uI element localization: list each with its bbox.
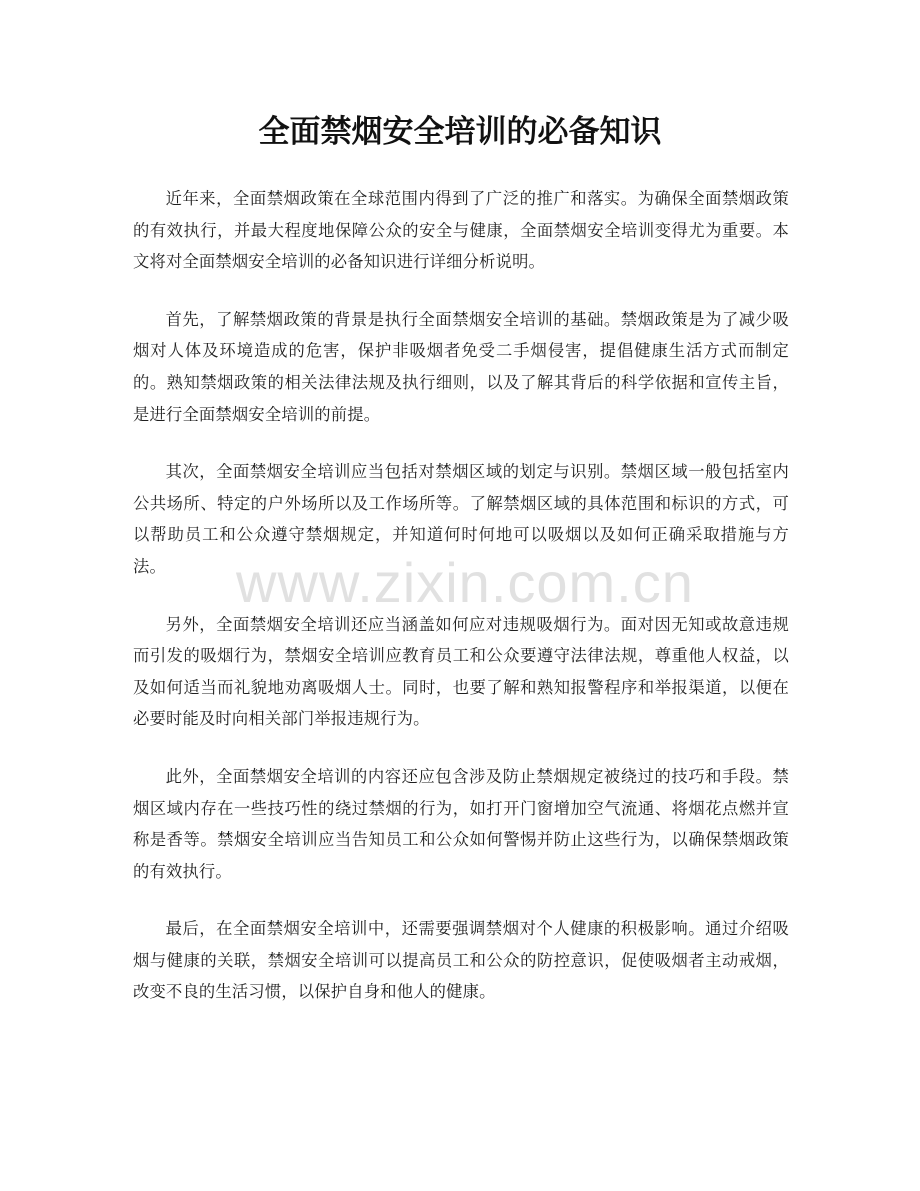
document-title: 全面禁烟安全培训的必备知识 <box>258 114 662 150</box>
document-body <box>133 183 789 1034</box>
watermark-text: www.zixin.com.cn <box>236 551 694 614</box>
paragraph-4: 另外，全面禁烟安全培训还应当涵盖如何应对违规吸烟行为。面对因无知或故意违规而引发的吸烟行为，禁烟安全培训应教育员工和公众要遵守法律法规，尊重他人权益，以及如何适当而礼貌地劝离吸烟人士。同时，也要了解和熟知报警程序和举报渠道，以便在必要时能及时向相关部门举报违规行为。 <box>133 614 789 729</box>
paragraph-1: 近年来，全面禁烟政策在全球范围内得到了广泛的推广和落实。为确保全面禁烟政策的有效执行，并最大程度地保障公众的安全与健康，全面禁烟安全培训变得尤为重要。本文将对全面禁烟安全培训的必备知识进行详细分析说明。 <box>133 189 789 272</box>
paragraph-2: 首先，了解禁烟政策的背景是执行全面禁烟安全培训的基础。禁烟政策是为了减少吸烟对人体及环境造成的危害，保护非吸烟者免受二手烟侵害，提倡健康生活方式而制定的。熟知禁烟政策的相关法律法规及执行细则，以及了解其背后的科学依据和宣传主旨，是进行全面禁烟安全培训的前提。 <box>133 309 789 424</box>
paragraph-6: 最后，在全面禁烟安全培训中，还需要强调禁烟对个人健康的积极影响。通过介绍吸烟与健康的关联，禁烟安全培训可以提高员工和公众的防控意识，促使吸烟者主动戒烟，改变不良的生活习惯，以保护自身和他人的健康。 <box>133 919 789 1002</box>
paragraph-5: 此外，全面禁烟安全培训的内容还应包含涉及防止禁烟规定被绕过的技巧和手段。禁烟区域内存在一些技巧性的绕过禁烟的行为，如打开门窗增加空气流通、将烟花点燃并宣称是香等。禁烟安全培训应当告知员工和公众如何警惕并防止这些行为，以确保禁烟政策的有效执行。 <box>133 766 789 881</box>
paragraph-3: 其次，全面禁烟安全培训应当包括对禁烟区域的划定与识别。禁烟区域一般包括室内公共场所、特定的户外场所以及工作场所等。了解禁烟区域的具体范围和标识的方式，可以帮助员工和公众遵守禁烟规定，并知道何时何地可以吸烟以及如何正确采取措施与方法。 <box>133 462 789 576</box>
